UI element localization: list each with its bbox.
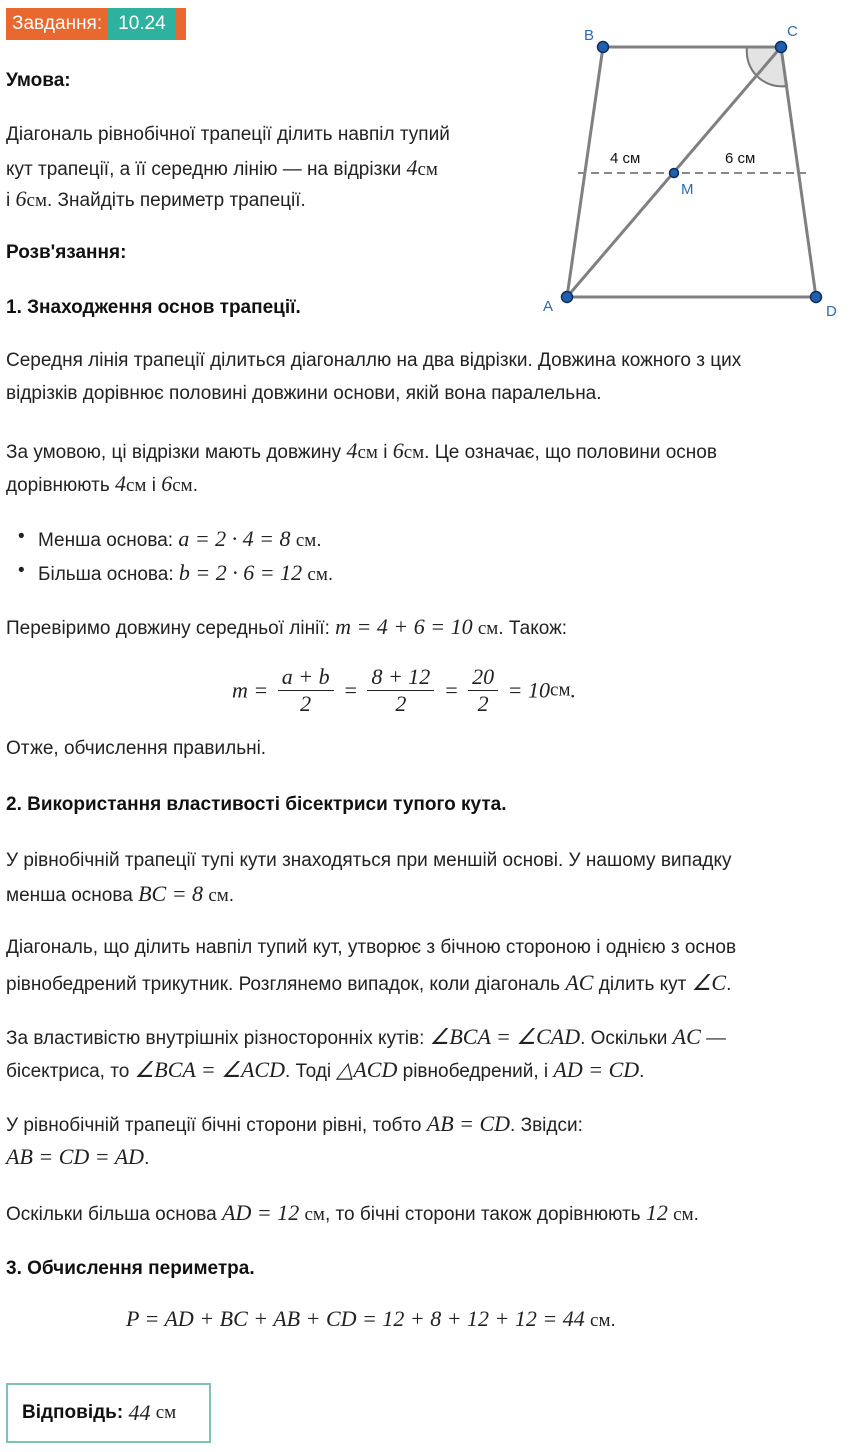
condition-line-2: кут трапеції, а її середню лінію — на відрізки 4см (6, 155, 438, 180)
solution-title: Розв'язання: (6, 242, 127, 263)
label-c: C (787, 23, 798, 40)
label-d: D (826, 303, 837, 320)
paragraph: Діагональ, що ділить навпіл тупий кут, утворює з бічною стороною і однією з основ (6, 937, 737, 958)
point-a (562, 292, 573, 303)
point-c (776, 42, 787, 53)
segment-label-4: 4 см (610, 150, 641, 167)
paragraph: менша основа BC = 8 см. (6, 881, 235, 906)
task-number: 10.24 (108, 8, 176, 40)
paragraph: AB = CD = AD. (6, 1144, 150, 1169)
label-b: B (584, 27, 595, 44)
paragraph: дорівнюють 4см і 6см. (6, 471, 198, 496)
paragraph: За умовою, ці відрізки мають довжину 4см і 6см. Це означає, що половини основ (6, 438, 717, 463)
answer-unit: см (155, 1402, 177, 1423)
paragraph: Оскільки більша основа AD = 12 см, то бічні сторони також дорівнюють 12 см. (6, 1200, 699, 1225)
label-m: M (681, 181, 694, 198)
paragraph: За властивістю внутрішніх різносторонніх кутів: ∠BCA = ∠CAD. Оскільки AC — (6, 1024, 726, 1049)
point-b (598, 42, 609, 53)
answer-box (6, 1383, 211, 1443)
task-badge (6, 8, 186, 40)
trapezoid-diagram (540, 20, 861, 320)
task-label: Завдання: (12, 13, 103, 34)
midline-formula: m = $\frac{a + b}{2}$ = $\frac{8 + 12}{2}$ = $\frac{20}{2}$ = 10см. (232, 664, 576, 716)
paragraph: У рівнобічній трапеції бічні сторони рівні, тобто AB = CD. Звідси: (6, 1111, 583, 1136)
step3-title: 3. Обчислення периметра. (6, 1258, 255, 1279)
point-m (670, 169, 679, 178)
paragraph: рівнобедрений трикутник. Розглянемо випадок, коли діагональ AC ділить кут ∠C. (6, 970, 732, 995)
condition-line-1: Діагональ рівнобічної трапеції ділить навпіл тупий (6, 124, 450, 145)
paragraph: Середня лінія трапеції ділиться діагоналлю на два відрізки. Довжина кожного з цих (6, 350, 742, 371)
paragraph: Отже, обчислення правильні. (6, 738, 267, 759)
label-a: A (543, 298, 554, 315)
point-d (811, 292, 822, 303)
list-item: • Менша основа: a = 2 · 4 = 8 см. (38, 526, 322, 552)
answer-label: Відповідь: (22, 1402, 124, 1423)
perimeter-formula: P = AD + BC + AB + CD = 12 + 8 + 12 + 12 = 44 см. (126, 1306, 616, 1331)
condition-line-3: і 6см. Знайдіть периметр трапеції. (6, 186, 306, 211)
paragraph: бісектриса, то ∠BCA = ∠ACD. Тоді △ACD рівнобедрений, і AD = CD. (6, 1057, 645, 1082)
answer-value: 44 (128, 1400, 151, 1425)
condition-title: Умова: (6, 70, 71, 91)
step2-title: 2. Використання властивості бісектриси тупого кута. (6, 794, 507, 815)
paragraph: У рівнобічній трапеції тупі кути знаходяться при меншій основі. У нашому випадку (6, 850, 732, 871)
segment-label-6: 6 см (725, 150, 756, 167)
paragraph: відрізків дорівнює половині довжини основи, якій вона паралельна. (6, 383, 602, 404)
list-item: • Більша основа: b = 2 · 6 = 12 см. (38, 560, 333, 586)
step1-title: 1. Знаходження основ трапеції. (6, 297, 301, 318)
paragraph: Перевіримо довжину середньої лінії: m = 4 + 6 = 10 см. Також: (6, 614, 568, 639)
